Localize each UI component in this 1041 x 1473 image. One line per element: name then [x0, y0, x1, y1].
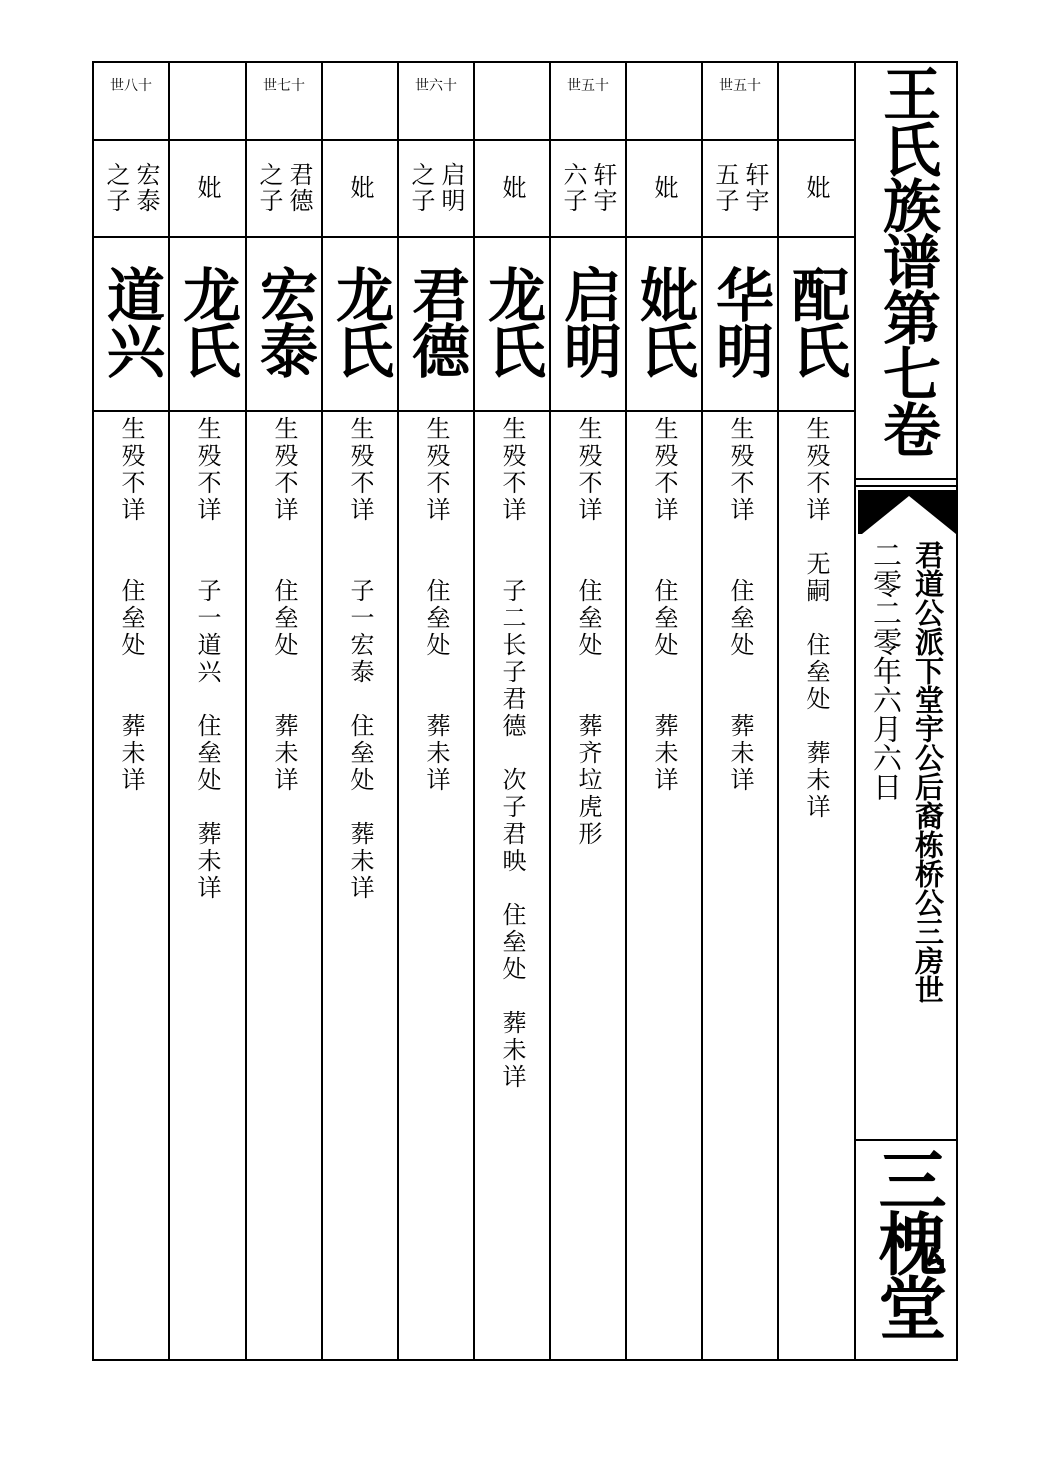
relation-cell [93, 143, 169, 233]
generation-label [778, 75, 854, 145]
person-name: 妣氏 [630, 265, 698, 377]
note-cell [474, 416, 550, 1346]
note-cell [246, 416, 322, 1346]
generation-label [626, 75, 702, 145]
relation-cell [169, 143, 245, 233]
person-note: 生殁不详 住垒处 葬未详 [726, 416, 754, 794]
generation-label [169, 75, 245, 145]
note-cell [778, 416, 854, 1346]
person-name: 启明 [554, 265, 622, 377]
relation-cell [322, 143, 398, 233]
book-title-text: 王氏族谱第七卷 [873, 64, 941, 456]
name-cell [169, 237, 245, 405]
name-cell [474, 237, 550, 405]
note-cell [626, 416, 702, 1346]
compile-date: 二零二零年六月六日 [869, 540, 903, 801]
generation-label [322, 75, 398, 145]
relation-text: 妣 [802, 175, 830, 201]
person-name: 宏泰 [250, 265, 318, 377]
lineage-subtitle: 君道公派下堂宇公后裔栋桥公三房世 [911, 540, 945, 1004]
person-name: 华明 [706, 265, 774, 377]
relation-text: 轩宇 五子 [711, 162, 769, 214]
title-panel-divider [854, 61, 856, 1361]
person-name: 君德 [402, 265, 470, 377]
hall-name-text: 三槐堂 [867, 1145, 947, 1337]
name-cell [778, 237, 854, 405]
genealogy-column [246, 61, 322, 1361]
note-cell [93, 416, 169, 1346]
fish-tail-shape [858, 490, 956, 534]
note-cell [169, 416, 245, 1346]
title-rule [854, 485, 958, 487]
person-name: 龙氏 [326, 265, 394, 377]
person-note: 生殁不详 住垒处 葬未详 [117, 416, 145, 794]
name-cell [93, 237, 169, 405]
genealogy-column [550, 61, 626, 1361]
person-name: 龙氏 [478, 265, 546, 377]
fish-tail-ornament [858, 490, 956, 534]
book-title [858, 64, 956, 464]
relation-cell [246, 143, 322, 233]
person-note: 生殁不详 子一道兴 住垒处 葬未详 [193, 416, 221, 902]
person-note: 生殁不详 住垒处 葬齐垃虎形 [574, 416, 602, 848]
genealogy-column [702, 61, 778, 1361]
name-cell [246, 237, 322, 405]
genealogy-column [93, 61, 169, 1361]
generation-label: 世五十 [567, 78, 609, 94]
note-cell [550, 416, 626, 1346]
relation-text: 妣 [498, 175, 526, 201]
name-cell [322, 237, 398, 405]
relation-cell [550, 143, 626, 233]
relation-text: 启明 之子 [407, 162, 465, 214]
hall-name [858, 1145, 956, 1357]
genealogy-column [626, 61, 702, 1361]
person-note: 生殁不详 无嗣 住垒处 葬未详 [802, 416, 830, 821]
relation-text: 轩宇 六子 [559, 162, 617, 214]
genealogy-column [778, 61, 854, 1361]
name-cell [550, 237, 626, 405]
generation-label: 世六十 [415, 78, 457, 94]
genealogy-column [169, 61, 245, 1361]
person-note: 生殁不详 住垒处 葬未详 [422, 416, 450, 794]
person-name: 道兴 [97, 265, 165, 377]
generation-label [474, 75, 550, 145]
relation-cell [398, 143, 474, 233]
genealogy-column [474, 61, 550, 1361]
relation-cell [702, 143, 778, 233]
genealogy-column [398, 61, 474, 1361]
person-name: 配氏 [782, 265, 850, 377]
relation-cell [778, 143, 854, 233]
note-cell [322, 416, 398, 1346]
person-note: 生殁不详 子二长子君德 次子君映 住垒处 葬未详 [498, 416, 526, 1091]
person-note: 生殁不详 子一宏泰 住垒处 葬未详 [346, 416, 374, 902]
relation-text: 宏泰 之子 [102, 162, 160, 214]
title-rule [854, 1139, 958, 1141]
generation-label: 世五十 [719, 78, 761, 94]
note-cell [398, 416, 474, 1346]
person-name: 龙氏 [173, 265, 241, 377]
name-cell [398, 237, 474, 405]
subtitle-block [858, 540, 956, 1135]
generation-label: 世八十 [110, 78, 152, 94]
person-note: 生殁不详 住垒处 葬未详 [650, 416, 678, 794]
relation-text: 妣 [650, 175, 678, 201]
name-cell [626, 237, 702, 405]
relation-text: 妣 [346, 175, 374, 201]
name-cell [702, 237, 778, 405]
relation-text: 妣 [193, 175, 221, 201]
relation-text: 君德 之子 [255, 162, 313, 214]
generation-label: 世七十 [263, 78, 305, 94]
title-rule [854, 478, 958, 480]
relation-cell [474, 143, 550, 233]
relation-cell [626, 143, 702, 233]
note-cell [702, 416, 778, 1346]
person-note: 生殁不详 住垒处 葬未详 [270, 416, 298, 794]
genealogy-column [322, 61, 398, 1361]
